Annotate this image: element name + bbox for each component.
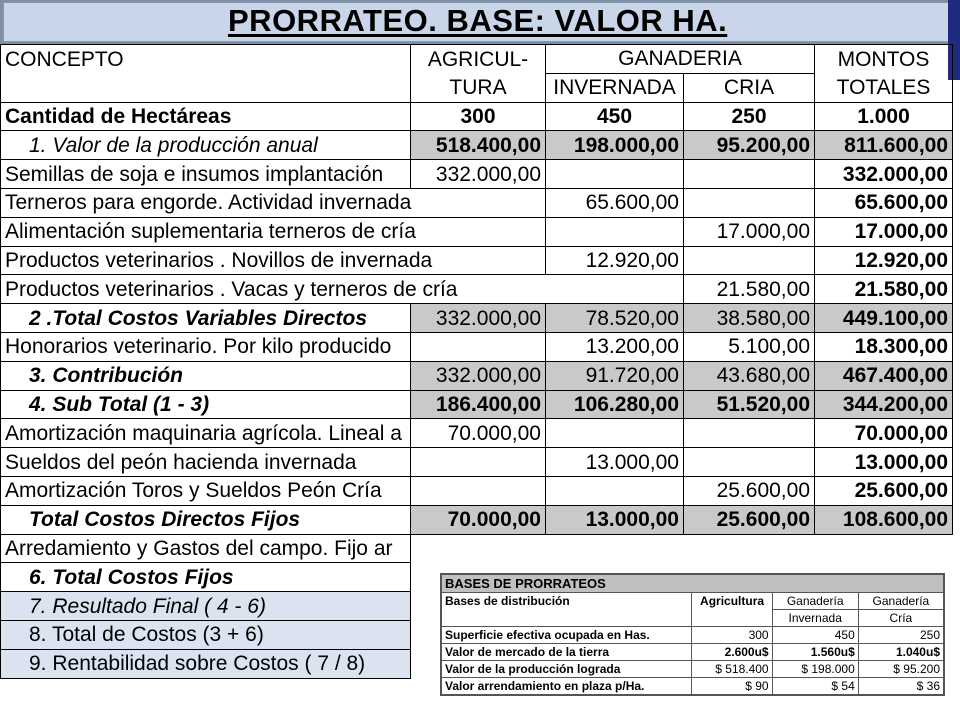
row-label: 8. Total de Costos (3 + 6)	[1, 620, 411, 649]
row-label: Total Costos Directos Fijos	[1, 505, 411, 534]
cell-total: 1.000	[815, 102, 953, 131]
bases-prorrateo-panel	[440, 573, 945, 696]
row-label: 3. Contribución	[1, 361, 411, 390]
bases-row	[442, 661, 944, 678]
cell-inv: 13.000,00	[546, 505, 684, 534]
cell-inv: 65.600,00	[546, 188, 684, 217]
cell-total: 13.000,00	[815, 448, 953, 477]
cell-cria: 38.580,00	[684, 304, 815, 333]
cell-inv	[546, 275, 684, 304]
row-label: Arredamiento y Gastos del campo. Fijo ar	[1, 534, 411, 563]
cell-cria	[684, 448, 815, 477]
cell-inv: 12.920,00	[546, 246, 684, 275]
bases-col-label: Bases de distribución	[442, 593, 692, 627]
cell-cria	[684, 419, 815, 448]
bases-cell-cria: 250	[858, 627, 943, 644]
bases-row-label: Valor de mercado de la tierra	[442, 644, 692, 661]
table-row	[1, 505, 953, 534]
cell-inv: 13.000,00	[546, 448, 684, 477]
cell-agri	[411, 476, 546, 505]
header-invernada: INVERNADA	[546, 73, 684, 102]
row-label: Sueldos del peón hacienda invernada	[1, 448, 411, 477]
row-label: 1. Valor de la producción anual	[1, 131, 411, 160]
header-ganaderia: GANADERIA	[546, 45, 815, 74]
header-montos: MONTOS	[815, 45, 953, 74]
cell-inv: 13.200,00	[546, 332, 684, 361]
bases-title: BASES DE PRORRATEOS	[442, 575, 944, 593]
row-label	[1, 217, 416, 246]
cell-total: 18.300,00	[815, 332, 953, 361]
cell-total: 65.600,00	[815, 188, 953, 217]
cell-cria: 95.200,00	[684, 131, 815, 160]
row-label: Cantidad de Hectáreas	[1, 102, 411, 131]
bases-col-cria-1: Ganadería	[858, 593, 943, 610]
row-label-text: Terneros para engorde. Actividad invernada	[5, 191, 412, 215]
row-label-text: Alimentación suplementaria terneros de cría	[5, 220, 416, 244]
cell-agri: 186.400,00	[411, 390, 546, 419]
cell-agri	[411, 217, 546, 246]
cell-total: 70.000,00	[815, 419, 953, 448]
bases-title-row	[442, 575, 944, 593]
header-agricultura-2: TURA	[411, 73, 546, 102]
row-label: 7. Resultado Final ( 4 - 6)	[1, 592, 411, 621]
cell-inv	[546, 476, 684, 505]
bases-row-label: Valor de la producción lograda	[442, 661, 692, 678]
cell-total: 449.100,00	[815, 304, 953, 333]
header-agricultura-1: AGRICUL-	[411, 45, 546, 74]
table-row	[1, 332, 953, 361]
row-label: 6. Total Costos Fijos	[1, 563, 411, 592]
cell-total: 344.200,00	[815, 390, 953, 419]
table-row	[1, 390, 953, 419]
bases-header-row	[442, 593, 944, 610]
page-title: PRORRATEO. BASE: VALOR HA.	[228, 3, 728, 38]
cell-total: 108.600,00	[815, 505, 953, 534]
cell-cria: 17.000,00	[684, 217, 815, 246]
bases-row	[442, 627, 944, 644]
cell-total: 25.600,00	[815, 476, 953, 505]
bases-row-label: Valor arrendamiento en plaza p/Ha.	[442, 678, 692, 695]
row-label: 9. Rentabilidad sobre Costos ( 7 / 8)	[1, 649, 411, 678]
bases-cell-inv: 1.560u$	[772, 644, 858, 661]
cell-inv: 78.520,00	[546, 304, 684, 333]
cell-cria	[684, 246, 815, 275]
table-row	[1, 361, 953, 390]
row-label: Honorarios veterinario. Por kilo producido	[1, 332, 411, 361]
bases-cell-cria: $ 36	[858, 678, 943, 695]
bases-col-inv-1: Ganadería	[772, 593, 858, 610]
cell-cria: 43.680,00	[684, 361, 815, 390]
bases-cell-inv: $ 198.000	[772, 661, 858, 678]
header-concepto: CONCEPTO	[1, 45, 411, 74]
row-label	[1, 188, 411, 217]
bases-cell-inv: $ 54	[772, 678, 858, 695]
cell-cria: 250	[684, 102, 815, 131]
header-row-1	[1, 45, 953, 74]
table-row	[1, 160, 953, 189]
row-label: 4. Sub Total (1 - 3)	[1, 390, 411, 419]
table-row	[1, 131, 953, 160]
row-label	[1, 275, 458, 304]
cell-total: 332.000,00	[815, 160, 953, 189]
table-row	[1, 419, 953, 448]
bases-cell-agri: $ 90	[692, 678, 772, 695]
table-row	[1, 217, 953, 246]
cell-cria: 5.100,00	[684, 332, 815, 361]
row-label: Amortización maquinaria agrícola. Lineal a	[1, 419, 411, 448]
cell-agri	[411, 332, 546, 361]
cell-inv: 450	[546, 102, 684, 131]
table-row	[1, 246, 953, 275]
cell-agri: 332.000,00	[411, 160, 546, 189]
bases-cell-agri: $ 518.400	[692, 661, 772, 678]
cell-inv: 91.720,00	[546, 361, 684, 390]
cell-cria: 21.580,00	[684, 275, 815, 304]
cell-agri	[411, 448, 546, 477]
header-totales: TOTALES	[815, 73, 953, 102]
cell-total: 17.000,00	[815, 217, 953, 246]
cell-agri: 70.000,00	[411, 419, 546, 448]
cell-inv	[546, 217, 684, 246]
bases-cell-inv: 450	[772, 627, 858, 644]
bases-cell-cria: $ 95.200	[858, 661, 943, 678]
bases-col-agri: Agricultura	[692, 593, 772, 627]
table-row	[1, 188, 953, 217]
header-cria: CRIA	[684, 73, 815, 102]
cell-agri: 332.000,00	[411, 361, 546, 390]
cell-cria: 51.520,00	[684, 390, 815, 419]
row-label: Semillas de soja e insumos implantación	[1, 160, 411, 189]
cell-agri: 518.400,00	[411, 131, 546, 160]
bases-cell-cria: 1.040u$	[858, 644, 943, 661]
table-row	[1, 534, 953, 563]
cell-total: 21.580,00	[815, 275, 953, 304]
cell-inv: 198.000,00	[546, 131, 684, 160]
row-label	[1, 246, 433, 275]
bases-cell-agri: 2.600u$	[692, 644, 772, 661]
cell-total: 467.400,00	[815, 361, 953, 390]
cell-cria	[684, 188, 815, 217]
cell-inv	[546, 160, 684, 189]
cell-inv	[546, 419, 684, 448]
cell-empty	[411, 534, 953, 563]
bases-row	[442, 678, 944, 695]
cell-cria: 25.600,00	[684, 505, 815, 534]
bases-table	[441, 574, 944, 695]
cell-agri	[411, 188, 546, 217]
bases-row	[442, 644, 944, 661]
cell-agri: 300	[411, 102, 546, 131]
header-row-2	[1, 73, 953, 102]
table-row	[1, 304, 953, 333]
table-row	[1, 476, 953, 505]
cell-cria	[684, 160, 815, 189]
bases-row-label: Superficie efectiva ocupada en Has.	[442, 627, 692, 644]
bases-cell-agri: 300	[692, 627, 772, 644]
bases-col-inv-2: Invernada	[772, 610, 858, 627]
bases-col-cria-2: Cría	[858, 610, 943, 627]
cell-total: 811.600,00	[815, 131, 953, 160]
row-label: 2 .Total Costos Variables Directos	[1, 304, 411, 333]
cell-cria: 25.600,00	[684, 476, 815, 505]
table-row	[1, 275, 953, 304]
row-label-text: Productos veterinarios . Novillos de invernada	[5, 248, 433, 272]
cell-total: 12.920,00	[815, 246, 953, 275]
cell-inv: 106.280,00	[546, 390, 684, 419]
table-row	[1, 102, 953, 131]
row-label-text: Productos veterinarios . Vacas y terneros de cría	[5, 277, 458, 301]
table-row	[1, 448, 953, 477]
cell-agri: 332.000,00	[411, 304, 546, 333]
row-label: Amortización Toros y Sueldos Peón Cría	[1, 476, 411, 505]
header-blank	[1, 73, 411, 102]
cell-agri: 70.000,00	[411, 505, 546, 534]
title-bar	[0, 0, 960, 44]
